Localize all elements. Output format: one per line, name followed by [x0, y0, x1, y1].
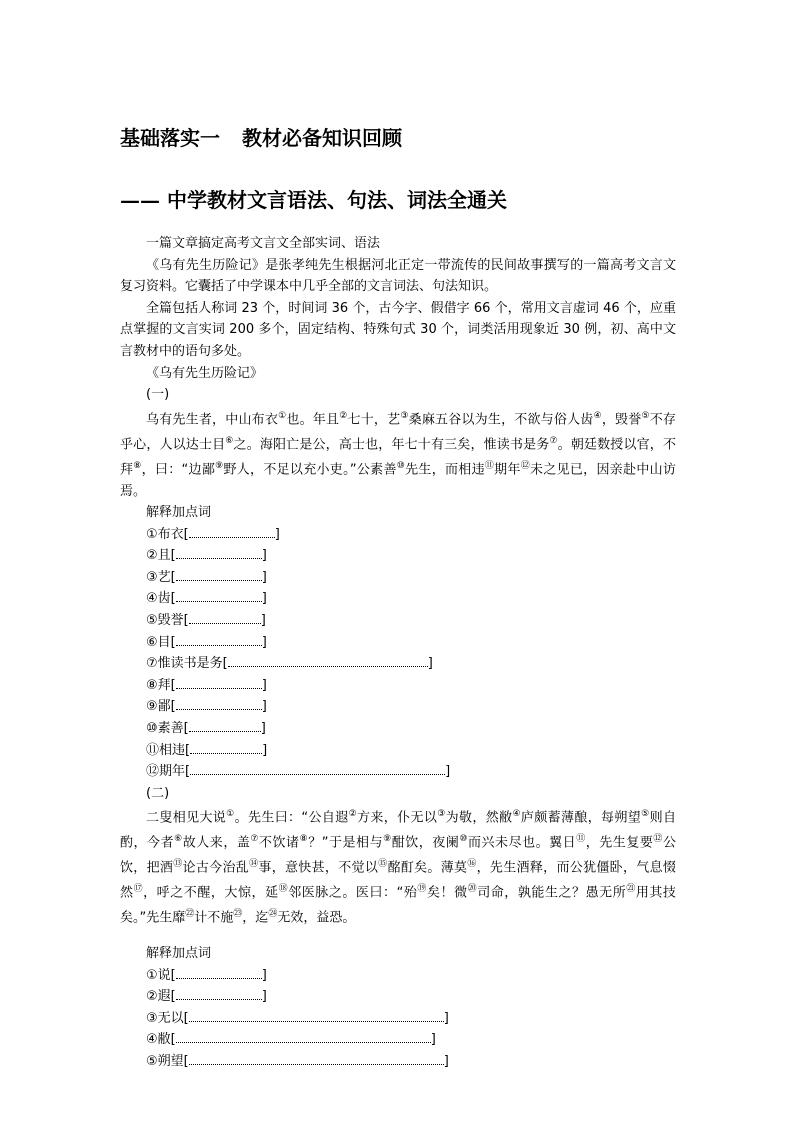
answer-blank[interactable]	[190, 762, 445, 775]
footnote-marker: ⑦	[549, 435, 558, 446]
text-run: 无效，益恐。	[277, 910, 356, 926]
answer-blank[interactable]	[176, 697, 262, 710]
text-run: 未之见已，因亲赴中山访焉。	[120, 461, 676, 499]
answer-blank[interactable]	[176, 966, 262, 979]
exercise-label: ④敝[	[146, 1032, 176, 1048]
exercise-label: ④齿[	[146, 591, 176, 607]
exercise-item	[146, 567, 676, 589]
text-run: 。先生曰：“公自遐	[234, 810, 349, 826]
text-run: 先生，而相违	[405, 461, 485, 477]
part-2-paragraph	[120, 804, 676, 929]
exercise-item	[146, 761, 676, 783]
footnote-marker: ②	[348, 809, 358, 820]
text-run: 也。年且	[286, 412, 340, 428]
footnote-marker: ⑲	[417, 884, 427, 895]
exercise-label: ⑩素善[	[146, 721, 189, 737]
answer-blank[interactable]	[176, 589, 262, 602]
footnote-marker: ④	[593, 410, 602, 421]
exercise-label: ①布衣[	[146, 526, 189, 542]
answer-blank[interactable]	[176, 633, 262, 646]
text-run: 不饮诸	[259, 835, 300, 851]
intro-heading: 一篇文章搞定高考文言文全部实词、语法	[146, 236, 381, 251]
part-2-exercise-list	[146, 965, 676, 1073]
text-title: 《乌有先生历险记》	[146, 365, 264, 381]
exercise-label: ⑧拜[	[146, 677, 176, 693]
footnote-marker: ⑥	[174, 834, 183, 845]
footnote-marker: ⑦	[250, 834, 259, 845]
exercise-label: ②遐[	[146, 989, 176, 1005]
footnote-marker: ⑫	[520, 460, 531, 471]
exercise-bracket: ]	[445, 764, 451, 780]
footnote-marker: ⑭	[249, 859, 259, 870]
part-1-label: (一)	[146, 387, 170, 403]
text-run: 故人来，盖	[182, 835, 251, 851]
exercise-label: ①说[	[146, 967, 176, 983]
main-title-part-b: 教材必备知识回顾	[242, 126, 402, 150]
footnote-marker: ⑱	[278, 884, 289, 895]
exercise-item	[146, 1008, 676, 1030]
exercise-label: ③无以[	[146, 1010, 189, 1026]
text-run: 七十，艺	[347, 412, 401, 428]
exercise-item	[146, 986, 676, 1008]
answer-blank[interactable]	[189, 1009, 444, 1022]
text-run: 庐颇蓄薄酿，每朔望	[520, 810, 642, 826]
subtitle: —— 中学教材文言语法、句法、词法全通关	[120, 188, 507, 212]
exercise-label: ⑫期年[	[146, 764, 191, 780]
text-run: 司命，孰能生之？愚无所	[477, 885, 627, 901]
text-run: 而兴未尽也。翼日	[467, 835, 577, 851]
exercise-item	[146, 588, 676, 610]
answer-blank[interactable]	[176, 1030, 431, 1043]
exercise-bracket: ]	[261, 989, 267, 1005]
part-1-exercise-list	[146, 524, 676, 783]
footnote-marker: ③	[437, 809, 446, 820]
footnote-marker: ⑮	[378, 859, 388, 870]
footnote-marker: ⑨	[383, 834, 392, 845]
text-run: ，呼之不醒，大惊，延	[143, 885, 279, 901]
text-run: 矣！微	[426, 885, 468, 901]
footnote-marker: ①	[278, 410, 287, 421]
exercise-item	[146, 696, 676, 718]
exercise-bracket: ]	[261, 591, 267, 607]
answer-blank[interactable]	[189, 719, 261, 732]
footnote-marker: ⑤	[641, 809, 650, 820]
main-title-part-a: 基础落实一	[120, 126, 220, 150]
answer-blank[interactable]	[176, 987, 262, 1000]
footnote-marker: ③	[400, 410, 409, 421]
footnote-marker: ㉑	[626, 884, 636, 895]
exercise-bracket: ]	[261, 569, 267, 585]
footnote-marker: ㉒	[185, 909, 195, 920]
text-run: 之。海阳亡是公，高士也，年七十有三矣，惟读书是务	[233, 437, 550, 452]
text-run: 为敬，然敝	[445, 810, 513, 826]
exercise-bracket: ]	[261, 677, 267, 693]
exercise-bracket: ]	[261, 548, 267, 564]
footnote-marker: ⑬	[173, 859, 183, 870]
footnote-marker: ⑯	[467, 859, 477, 870]
text-run: ，毁誉	[601, 412, 642, 428]
answer-blank[interactable]	[176, 568, 262, 581]
footnote-marker: ⑪	[484, 460, 495, 471]
answer-blank[interactable]	[228, 654, 428, 667]
text-run: 则自酌，今者	[120, 810, 676, 851]
exercise-bracket: ]	[260, 613, 266, 629]
footnote-marker: ②	[339, 410, 348, 421]
footnote-marker: ⑧	[299, 834, 309, 845]
footnote-marker: ⑥	[225, 435, 234, 446]
text-run: ，先生复要	[585, 835, 654, 851]
footnote-marker: ⑫	[653, 834, 663, 845]
exercise-bracket: ]	[261, 634, 267, 650]
exercise-bracket: ]	[427, 656, 433, 672]
text-run: 事，意快甚，不觉以	[258, 860, 379, 876]
exercise-bracket: ]	[443, 1010, 449, 1026]
exercise-label: ⑤毁誉[	[146, 613, 189, 629]
footnote-marker: ㉔	[268, 909, 278, 920]
exercise-bracket: ]	[261, 967, 267, 983]
footnote-marker: ⑳	[467, 884, 478, 895]
text-run: 二叟相见大说	[146, 810, 227, 826]
text-run: 。朝廷数授以官，不拜	[120, 437, 676, 477]
footnote-marker: ㉓	[233, 909, 243, 920]
exercise-label: ②且[	[146, 548, 176, 564]
footnote-marker: ⑤	[641, 410, 650, 421]
answer-blank[interactable]	[190, 741, 262, 754]
exercise-item	[146, 740, 676, 762]
text-run: ，先生酒释，而公犹僵卧，气息惙然	[120, 860, 676, 901]
exercise-bracket: ]	[430, 1032, 436, 1048]
exercise-item	[146, 545, 676, 567]
exercise-label: ⑦惟读书是务[	[146, 656, 228, 672]
answer-blank[interactable]	[189, 611, 261, 624]
exercise-item	[146, 1051, 676, 1073]
answer-blank[interactable]	[189, 1052, 444, 1065]
footnote-marker: ⑧	[133, 460, 142, 471]
footnote-marker: ⑩	[459, 834, 468, 845]
explain-label-1: 解释加点词	[146, 505, 212, 521]
text-run: ？”于是相与	[308, 835, 384, 851]
exercise-label: ⑤朔望[	[146, 1054, 189, 1069]
text-run: ，曰：“边鄙	[141, 461, 216, 477]
exercise-item	[146, 1029, 676, 1051]
exercise-item	[146, 718, 676, 740]
text-run: 方来，仆无以	[357, 810, 438, 826]
main-title	[120, 122, 402, 151]
text-run: 邻医脉之。医曰：“殆	[288, 885, 418, 901]
exercise-label: ⑨鄙[	[146, 699, 176, 715]
footnote-marker: ⑩	[396, 460, 406, 471]
text-run: 计不施	[194, 910, 234, 926]
text-run: 期年	[494, 461, 521, 477]
exercise-bracket: ]	[262, 742, 268, 758]
text-run: 公饮，把酒	[120, 835, 676, 876]
answer-blank[interactable]	[176, 676, 262, 689]
part-2-label: (二)	[146, 785, 170, 801]
exercise-bracket: ]	[443, 1054, 449, 1069]
explain-label-2: 解释加点词	[146, 946, 212, 962]
text-run: 酩酊矣。薄莫	[387, 860, 468, 876]
answer-blank[interactable]	[176, 546, 262, 559]
exercise-label: ③艺[	[146, 569, 176, 585]
footnote-marker: ④	[512, 809, 521, 820]
exercise-label: ⑥目[	[146, 634, 176, 650]
exercise-bracket: ]	[261, 699, 267, 715]
text-run: 酣饮，夜阑	[391, 835, 460, 851]
exercise-item	[146, 610, 676, 632]
text-run: 桑麻五谷以为生，不欲与俗人齿	[408, 412, 594, 428]
exercise-item	[146, 632, 676, 654]
exercise-item	[146, 653, 676, 675]
exercise-bracket: ]	[260, 721, 266, 737]
text-run: ，迄	[242, 910, 269, 926]
footnote-marker: ⑨	[215, 460, 224, 471]
exercise-item	[146, 965, 676, 987]
footnote-marker: ⑪	[576, 834, 586, 845]
document-body	[120, 233, 676, 1073]
intro-paragraph-2: 全篇包括人称词 23 个，时间词 36 个，古今字、假借字 66 个，常用文言虚词 46 个，应重点掌握的文言实词 200 多个，固定结构、特殊句式 30 个，词类活用现象近 30 例，初、高中文言教材中的语句多处。	[120, 300, 676, 359]
footnote-marker: ⑰	[133, 884, 144, 895]
footnote-marker: ①	[226, 809, 235, 820]
text-run: 不存乎心，人以达士目	[120, 412, 676, 452]
exercise-bracket: ]	[274, 526, 280, 542]
text-run: 论古今治乱	[182, 860, 250, 876]
intro-paragraph-1: 《乌有先生历险记》是张孝纯先生根据河北正定一带流传的民间故事撰写的一篇高考文言文复习资料。它囊括了中学课本中几乎全部的文言词法、句法知识。	[120, 257, 676, 295]
text-run: 野人，不足以充小吏。”公素善	[223, 461, 397, 477]
text-run: 乌有先生者，中山布衣	[146, 412, 279, 428]
exercise-label: ⑪相违[	[146, 742, 191, 758]
answer-blank[interactable]	[189, 525, 275, 538]
part-1-paragraph	[120, 406, 676, 502]
exercise-item	[146, 524, 676, 546]
exercise-item	[146, 675, 676, 697]
text-run: 用其技矣。”先生靡	[120, 885, 676, 926]
